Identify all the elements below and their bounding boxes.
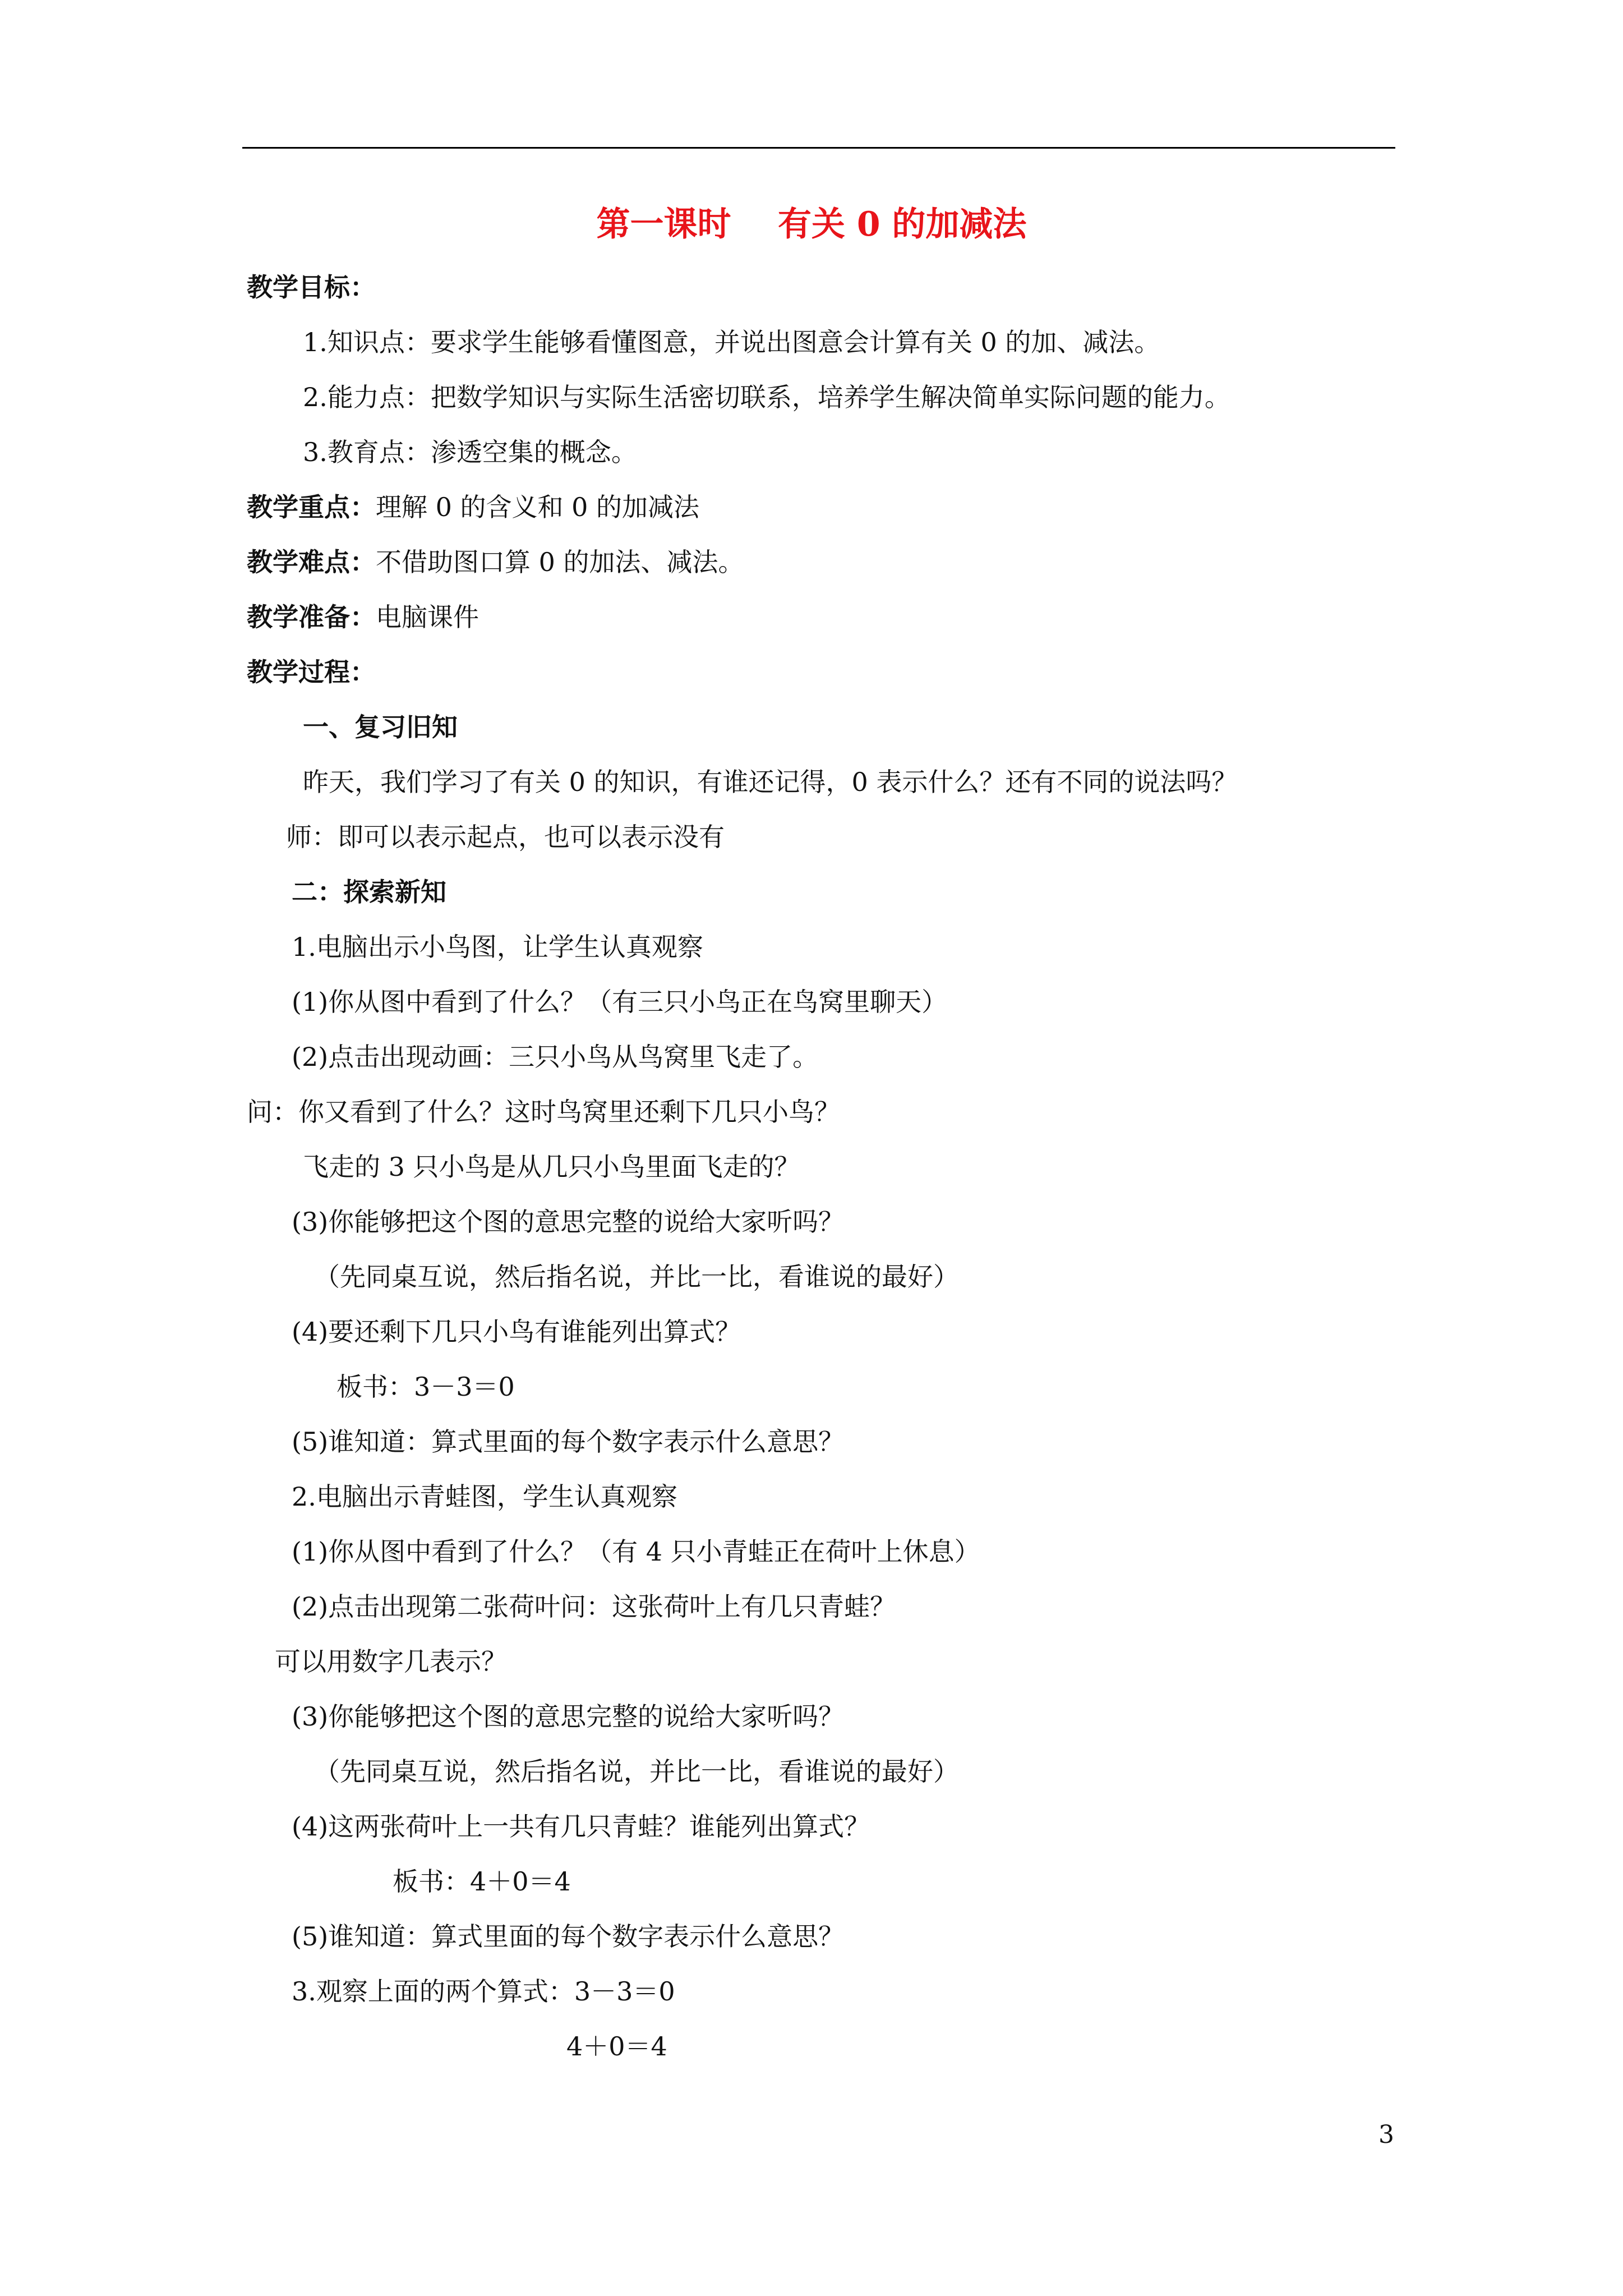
preparation [247, 599, 479, 635]
paragraph-line: 可以用数字几表示？ [275, 1646, 507, 1677]
paragraph-line: (1)你从图中看到了什么？（有 4 只小青蛙正在荷叶上休息） [292, 1536, 980, 1567]
paragraph-line: （先同桌互说，然后指名说，并比一比，看谁说的最好） [314, 1756, 959, 1787]
process-label: 教学过程： [247, 657, 376, 687]
formula-line: 4＋0＝4 [566, 2031, 667, 2062]
difficulty-label: 教学难点： [247, 547, 376, 577]
paragraph-line: 问：你又看到了什么？这时鸟窝里还剩下几只小鸟？ [247, 1097, 840, 1127]
preparation-text: 电脑课件 [376, 602, 479, 632]
paragraph-line: 师：即可以表示起点，也可以表示没有 [286, 822, 725, 852]
board-formula: 板书：4＋0＝4 [393, 1866, 571, 1897]
paragraph-line: (5)谁知道：算式里面的每个数字表示什么意思？ [292, 1921, 845, 1952]
paragraph-line: (3)你能够把这个图的意思完整的说给大家听吗？ [292, 1701, 845, 1732]
key-point [247, 489, 699, 525]
paragraph-line: (2)点击出现动画：三只小鸟从鸟窝里飞走了。 [292, 1042, 819, 1072]
page-title: 第一课时 有关 0 的加减法 [596, 205, 1027, 244]
objective-item: 1.知识点：要求学生能够看懂图意，并说出图意会计算有关 0 的加、减法。 [303, 327, 1160, 357]
header-rule [242, 147, 1395, 149]
difficulty [247, 544, 744, 580]
objectives-label: 教学目标： [247, 272, 376, 302]
objective-item: 3.教育点：渗透空集的概念。 [303, 437, 637, 467]
section-heading: 二：探索新知 [292, 877, 446, 907]
paragraph-line: (5)谁知道：算式里面的每个数字表示什么意思？ [292, 1427, 845, 1457]
paragraph-line: 昨天，我们学习了有关 0 的知识，有谁还记得，0 表示什么？还有不同的说法吗？ [303, 767, 1238, 797]
paragraph-line: （先同桌互说，然后指名说，并比一比，看谁说的最好） [314, 1262, 959, 1292]
paragraph-line: 3.观察上面的两个算式：3－3＝0 [292, 1976, 675, 2007]
paragraph-line: (2)点击出现第二张荷叶问：这张荷叶上有几只青蛙？ [292, 1591, 896, 1622]
difficulty-text: 不借助图口算 0 的加法、减法。 [376, 547, 744, 577]
paragraph-line: 飞走的 3 只小鸟是从几只小鸟里面飞走的？ [303, 1152, 800, 1182]
paragraph-line: (3)你能够把这个图的意思完整的说给大家听吗？ [292, 1207, 845, 1237]
paragraph-line: 2.电脑出示青蛙图，学生认真观察 [292, 1481, 677, 1512]
objective-item: 2.能力点：把数学知识与实际生活密切联系，培养学生解决简单实际问题的能力。 [303, 382, 1230, 412]
key-point-text: 理解 0 的含义和 0 的加减法 [376, 492, 700, 522]
preparation-label: 教学准备： [247, 602, 376, 632]
key-point-label: 教学重点： [247, 492, 376, 522]
board-formula: 板书：3－3＝0 [336, 1372, 515, 1402]
paragraph-line: (4)这两张荷叶上一共有几只青蛙？谁能列出算式？ [292, 1811, 870, 1842]
paragraph-line: (4)要还剩下几只小鸟有谁能列出算式？ [292, 1317, 741, 1347]
section-heading: 一、复习旧知 [303, 712, 458, 742]
paragraph-line: (1)你从图中看到了什么？（有三只小鸟正在鸟窝里聊天） [292, 987, 948, 1017]
paragraph-line: 1.电脑出示小鸟图，让学生认真观察 [292, 932, 703, 962]
page-number: 3 [1378, 2120, 1394, 2149]
